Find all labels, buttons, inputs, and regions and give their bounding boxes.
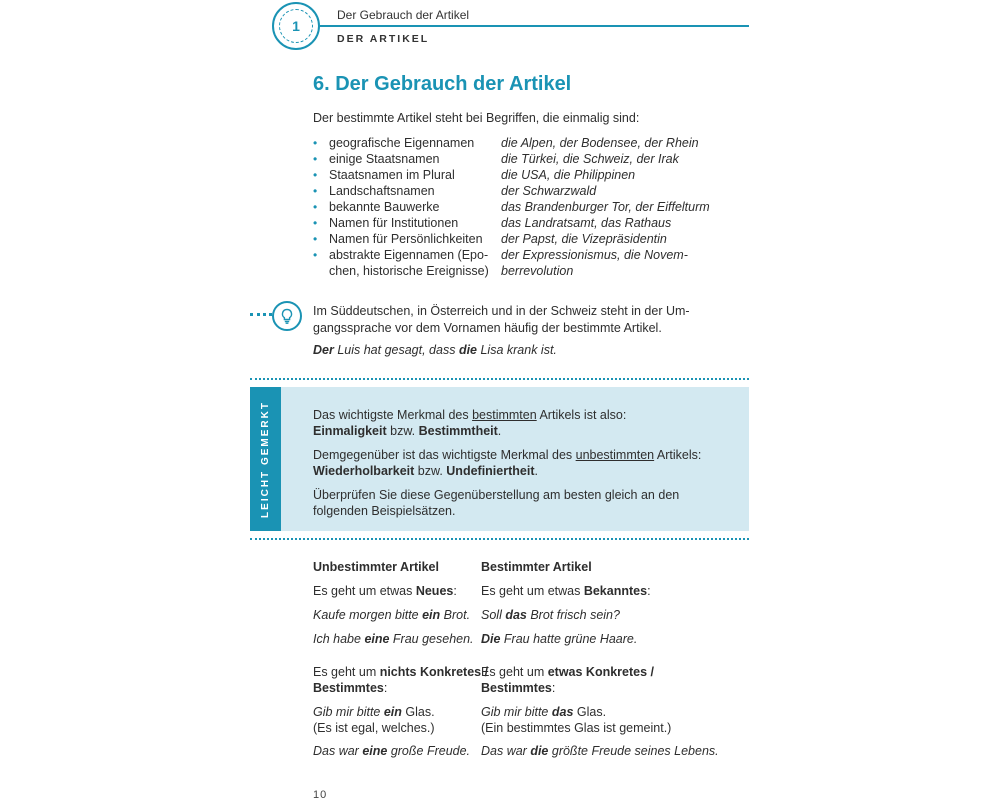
tip-example-text: Luis hat gesagt, dass — [333, 343, 459, 357]
example-cell — [313, 632, 474, 646]
bullet-icon: • — [313, 136, 318, 150]
cell-bold: Neues — [415, 584, 454, 598]
box-text: Überprüfen Sie diese Gegenüberstellung am besten gleich an den — [313, 488, 680, 502]
running-title: Der Gebrauch der Artikel — [337, 8, 470, 22]
bullet-example: die Alpen, der Bodensee, der Rhein — [501, 136, 699, 150]
intro-text: Der bestimmte Artikel steht bei Begriffen, die einmalig sind: — [313, 111, 640, 125]
box-paragraph-3 — [313, 487, 733, 519]
bullet-icon: • — [313, 248, 318, 262]
cell-text: Gib mir bitte — [481, 705, 552, 719]
bullet-term: bekannte Bauwerke — [329, 200, 440, 214]
cell-text: Brot frisch sein? — [526, 608, 620, 622]
info-box-label-text: LEICHT GEMERKT — [260, 400, 272, 518]
example-cell — [481, 632, 637, 646]
cell-bold: eine — [364, 632, 390, 646]
box-bold: Einmaligkeit — [313, 424, 387, 438]
cell-text: Glas. — [401, 705, 435, 719]
box-underlined: bestimmten — [472, 408, 537, 422]
tip-example-text: Lisa krank ist. — [477, 343, 557, 357]
section-label: DER ARTIKEL — [337, 33, 430, 45]
bullet-example-line2: berrevolution — [501, 264, 574, 278]
bullet-example: das Brandenburger Tor, der Eiffelturm — [501, 200, 710, 214]
info-box-label — [250, 387, 281, 531]
list-item — [313, 167, 753, 183]
cell-bold: eine — [362, 744, 388, 758]
cell-italic — [313, 705, 402, 719]
bullet-term: Staatsnamen im Plural — [329, 168, 455, 182]
cell-text: Das war — [481, 744, 531, 758]
bullet-term: geografische Eigennamen — [329, 136, 475, 150]
cell-text: Glas. — [573, 705, 607, 719]
box-text: bzw. — [386, 424, 419, 438]
list-item — [313, 151, 753, 167]
bullet-icon: • — [313, 216, 318, 230]
box-text: Artikels ist also: — [536, 408, 627, 422]
example-cell — [481, 664, 654, 696]
cell-text: Es geht um — [313, 665, 380, 679]
box-text: . — [534, 464, 538, 478]
cell-text: : — [647, 584, 651, 598]
tip-article: die — [458, 343, 477, 357]
box-paragraph-1 — [313, 407, 733, 439]
cell-bold: das — [505, 608, 527, 622]
cell-text: : — [383, 681, 388, 695]
box-text: folgenden Beispielsätzen. — [313, 504, 456, 518]
list-item — [313, 199, 753, 215]
cell-text: : — [551, 681, 556, 695]
cell-italic — [481, 705, 573, 719]
bullet-example: die USA, die Philippinen — [501, 168, 636, 182]
bullet-example: der Papst, die Vizepräsidentin — [501, 232, 667, 246]
cell-text: Soll — [481, 608, 506, 622]
bullet-icon: • — [313, 184, 318, 198]
list-item — [313, 231, 753, 247]
box-text: . — [497, 424, 502, 438]
box-bold: Undefiniertheit — [446, 464, 535, 478]
lightbulb-icon — [272, 301, 302, 331]
bullet-example-line1: der Expressionismus, die Novem- — [501, 248, 688, 262]
cell-text: Es geht um etwas — [313, 584, 416, 598]
cell-text: Gib mir bitte — [313, 705, 384, 719]
bullet-icon: • — [313, 152, 318, 166]
cell-bold: die — [530, 744, 549, 758]
tip-line1: Im Süddeutschen, in Österreich und in der Schweiz steht in der Um- — [313, 304, 690, 318]
cell-text: Es geht um — [481, 665, 548, 679]
cell-text: Das war — [313, 744, 363, 758]
example-cell — [481, 584, 651, 598]
example-cell — [481, 608, 620, 622]
cell-text: größte Freude seines Lebens. — [548, 744, 719, 758]
bullet-icon: • — [313, 200, 318, 214]
example-cell — [313, 704, 435, 736]
cell-bold: ein — [383, 705, 402, 719]
box-bold: Wiederholbarkeit — [313, 464, 415, 478]
example-cell — [313, 744, 470, 758]
cell-bold: Die — [481, 632, 501, 646]
bullet-term: einige Staatsnamen — [329, 152, 440, 166]
box-text: Artikels: — [654, 448, 702, 462]
cell-text: Kaufe morgen bitte — [313, 608, 423, 622]
bullet-term: Namen für Institutionen — [329, 216, 459, 230]
lightbulb-glyph — [278, 307, 296, 325]
cell-text: (Es ist egal, welches.) — [313, 721, 435, 735]
divider-dotted — [250, 378, 749, 380]
list-item — [313, 215, 753, 231]
example-cell — [481, 744, 719, 758]
box-text: Das wichtigste Merkmal des — [313, 408, 473, 422]
tip-line2: gangssprache vor dem Vornamen häufig der bestimmte Artikel. — [313, 321, 662, 335]
box-text: bzw. — [414, 464, 447, 478]
bullet-icon: • — [313, 232, 318, 246]
bullet-term: Landschaftsnamen — [329, 184, 435, 198]
cell-text: Frau gesehen. — [389, 632, 474, 646]
tip-dotted-connector — [250, 313, 272, 316]
list-item — [313, 183, 753, 199]
cell-text: große Freude. — [387, 744, 471, 758]
column-header-definite: Bestimmter Artikel — [481, 560, 592, 574]
box-bold: Bestimmtheit — [418, 424, 498, 438]
cell-bold: etwas Konkretes / — [547, 665, 654, 679]
bullet-term: Namen für Persönlichkeiten — [329, 232, 483, 246]
bullet-list — [313, 135, 753, 279]
divider-dotted — [250, 538, 749, 540]
cell-bold: Bestimmtes — [481, 681, 552, 695]
example-cell — [313, 584, 457, 598]
cell-text: Frau hatte grüne Haare. — [500, 632, 638, 646]
cell-text: Es geht um etwas — [481, 584, 584, 598]
cell-bold: Bestimmtes — [313, 681, 384, 695]
bullet-example: der Schwarzwald — [501, 184, 597, 198]
bullet-example — [501, 247, 688, 279]
cell-bold: das — [551, 705, 574, 719]
tip-example — [313, 343, 557, 357]
box-paragraph-2 — [313, 447, 733, 479]
bullet-icon: • — [313, 168, 318, 182]
chapter-number: 1 — [279, 9, 313, 43]
example-cell — [313, 664, 488, 696]
box-underlined: unbestimmten — [575, 448, 655, 462]
page-title: 6. Der Gebrauch der Artikel — [313, 73, 572, 95]
example-cell — [313, 608, 470, 622]
example-cell — [481, 704, 671, 736]
cell-text: Ich habe — [313, 632, 365, 646]
column-header-indefinite: Unbestimmter Artikel — [313, 560, 439, 574]
bullet-example: die Türkei, die Schweiz, der Irak — [501, 152, 679, 166]
bullet-term-line2: chen, historische Ereignisse) — [329, 264, 489, 278]
list-item — [313, 135, 753, 151]
cell-text: (Ein bestimmtes Glas ist gemeint.) — [481, 721, 672, 735]
cell-bold: ein — [422, 608, 441, 622]
list-item — [313, 247, 753, 279]
box-text: Demgegenüber ist das wichtigste Merkmal des — [313, 448, 576, 462]
cell-text: : — [453, 584, 457, 598]
cell-bold: Bekanntes — [583, 584, 648, 598]
bullet-example: das Landratsamt, das Rathaus — [501, 216, 672, 230]
header-rule — [320, 25, 749, 27]
tip-article: Der — [313, 343, 334, 357]
cell-text: Brot. — [440, 608, 471, 622]
page-number: 10 — [313, 789, 328, 801]
cell-bold: nichts Konkretes / — [379, 665, 489, 679]
chapter-badge — [272, 2, 320, 50]
bullet-term — [329, 247, 501, 279]
bullet-term-line1: abstrakte Eigennamen (Epo- — [329, 248, 489, 262]
tip-text — [313, 303, 693, 337]
